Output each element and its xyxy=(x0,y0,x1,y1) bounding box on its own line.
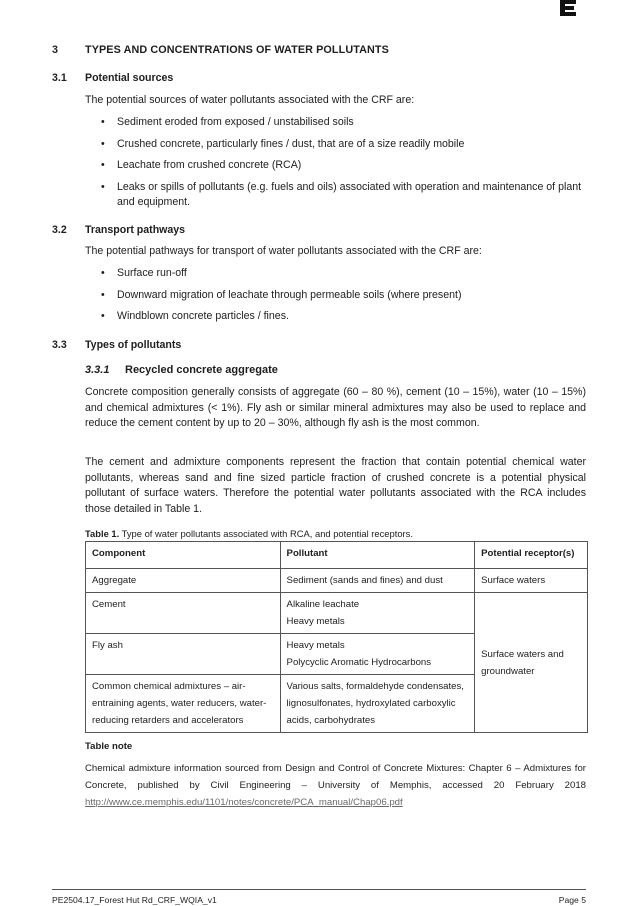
table-note-text: Chemical admixture information sourced from Design and Control of Concrete Mixtures: Chapter 6 – Admixtures for Concrete, published by Civil Engineering – University of Memphis, accessed 20 February 2018 xyxy=(85,763,586,791)
section-title: TYPES AND CONCENTRATIONS OF WATER POLLUTANTS xyxy=(85,44,389,56)
bullet-icon: • xyxy=(101,137,105,150)
table-cell: Surface waters xyxy=(475,569,588,593)
table-cell: Various salts, formaldehyde condensates, lignosulfonates, hydroxylated carboxylic acids, carbohydrates xyxy=(280,675,475,733)
pathways-list xyxy=(85,266,588,331)
table-note-heading: Table note xyxy=(85,741,133,752)
list-item-text: Downward migration of leachate through permeable soils (where present) xyxy=(117,288,462,301)
section-3-1-heading xyxy=(52,72,173,84)
company-logo xyxy=(558,0,578,16)
section-number: 3.3.1 xyxy=(85,364,110,376)
bullet-icon: • xyxy=(101,267,105,279)
footer-document-id: PE2504.17_Forest Hut Rd_CRF_WQIA_v1 xyxy=(52,895,217,905)
paragraph: Concrete composition generally consists of aggregate (60 – 80 %), cement (10 – 15%), water (10 – 15%) and chemical admixtures (< 1%). Fly ash or similar mineral admixtures may also be used to replace and reduce the cement content by up to 20 – 30%, although fly ash is the most common. xyxy=(85,386,586,429)
column-header: Component xyxy=(86,542,281,569)
bullet-icon: • xyxy=(101,180,105,193)
section-number: 3.1 xyxy=(52,72,67,84)
list-item xyxy=(85,266,588,282)
list-item-text: Sediment eroded from exposed / unstabilised soils xyxy=(117,116,354,128)
table-row xyxy=(86,593,588,634)
list-item xyxy=(85,137,588,153)
list-item xyxy=(85,180,588,211)
table-cell: Sediment (sands and fines) and dust xyxy=(280,569,475,593)
table-caption-label: Table 1. xyxy=(85,528,120,539)
source-link[interactable]: http://www.ce.memphis.edu/1101/notes/concrete/PCA_manual/Chap06.pdf xyxy=(85,797,403,808)
list-item-text: Windblown concrete particles / fines. xyxy=(117,310,289,322)
footer-page-number: Page 5 xyxy=(558,895,586,905)
pollutants-table xyxy=(85,541,588,733)
bullet-icon: • xyxy=(101,159,105,171)
section-title: Transport pathways xyxy=(85,224,186,236)
section-number: 3.3 xyxy=(52,339,67,351)
column-header: Potential receptor(s) xyxy=(475,542,588,569)
table-cell xyxy=(280,634,475,675)
column-header: Pollutant xyxy=(280,542,475,569)
list-item-text: Leachate from crushed concrete (RCA) xyxy=(117,159,302,171)
table-caption-text: Type of water pollutants associated with RCA, and potential receptors. xyxy=(119,528,413,539)
section-3-3-1-heading xyxy=(85,364,278,376)
list-item-text: Leaks or spills of pollutants (e.g. fuels and oils) associated with operation and maintenance of plant and equipment. xyxy=(117,180,582,208)
paragraph: The potential pathways for transport of water pollutants associated with the CRF are: xyxy=(85,245,482,257)
list-item xyxy=(85,309,588,325)
section-number: 3 xyxy=(52,44,59,56)
section-title: Potential sources xyxy=(85,72,174,84)
table-note xyxy=(85,760,586,811)
section-3-heading xyxy=(52,44,584,56)
cell-line: Heavy metals xyxy=(286,616,345,627)
list-item-text: Crushed concrete, particularly fines / dust, that are of a size readily mobile xyxy=(117,137,465,150)
table-cell: Common chemical admixtures – air-entraining agents, water reducers, water-reducing retarders and accelerators xyxy=(86,675,281,733)
list-item xyxy=(85,158,588,174)
cell-line: Alkaline leachate xyxy=(286,599,360,610)
table-cell: Aggregate xyxy=(86,569,281,593)
section-title: Types of pollutants xyxy=(85,339,182,351)
table-cell: Cement xyxy=(86,593,281,634)
table-cell: Fly ash xyxy=(86,634,281,675)
bullet-icon: • xyxy=(101,116,105,128)
paragraph: The cement and admixture components represent the fraction that contain potential chemical water pollutants, whereas sand and fine sized particle fraction of crushed concrete is a potential physical pollutant of surface waters. Therefore the potential water pollutants associated with the RCA includes those detailed in Table 1. xyxy=(85,456,586,515)
list-item-text: Surface run-off xyxy=(117,267,187,279)
bullet-icon: • xyxy=(101,310,105,322)
paragraph: The potential sources of water pollutants associated with the CRF are: xyxy=(85,94,415,106)
table-header-row xyxy=(86,542,588,569)
section-3-2-heading xyxy=(52,224,185,236)
cell-line: Polycyclic Aromatic Hydrocarbons xyxy=(286,657,432,668)
cell-line: Heavy metals xyxy=(286,640,345,651)
section-title: Recycled concrete aggregate xyxy=(125,364,278,376)
list-item xyxy=(85,115,588,131)
table-caption xyxy=(85,528,413,539)
section-number: 3.2 xyxy=(52,224,67,236)
footer-divider xyxy=(52,889,586,890)
bullet-icon: • xyxy=(101,288,105,301)
list-item xyxy=(85,288,588,304)
sources-list xyxy=(85,115,588,217)
table-row xyxy=(86,569,588,593)
table-cell xyxy=(280,593,475,634)
merged-receptor-cell: Surface waters and groundwater xyxy=(475,593,588,733)
section-3-3-heading xyxy=(52,339,181,351)
